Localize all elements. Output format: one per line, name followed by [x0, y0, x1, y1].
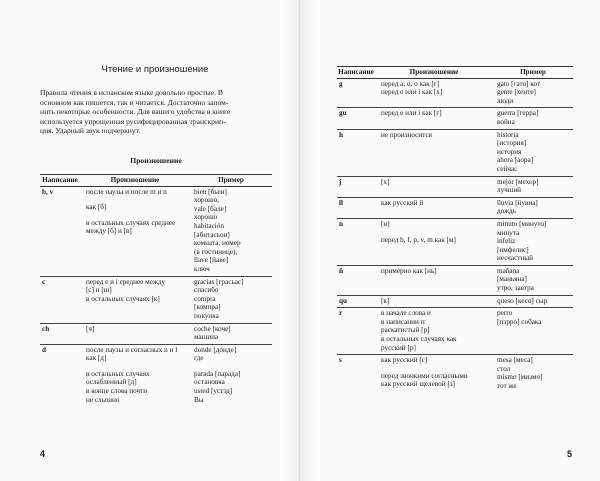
- column-header: Написание: [338, 68, 374, 76]
- pronunciation-line: в остальных случаях [к]: [86, 294, 160, 303]
- pronunciation-line: как [д]: [86, 354, 107, 363]
- pronunciation-cell: [375, 80, 493, 106]
- table-row: [40, 188, 272, 277]
- example-cell: [493, 220, 573, 263]
- column-header: Написание: [42, 176, 78, 184]
- pronunciation-line: примерно как [нь]: [381, 266, 437, 275]
- example-line: ключ: [194, 264, 210, 273]
- column-header: Пример: [218, 176, 244, 184]
- example-line: infeliz: [497, 237, 516, 246]
- example-line: donde [донде]: [194, 345, 237, 354]
- example-line: где: [194, 354, 204, 363]
- example-cell: [190, 278, 272, 321]
- page-number-right: 5: [566, 449, 572, 459]
- pronunciation-line: как русский й: [381, 198, 424, 207]
- pronunciation-line: раскатистый [р]: [381, 326, 430, 335]
- pronunciation-line: [н]: [381, 219, 390, 228]
- intro-line: основном как пишется, так и читается. Достаточно запом-: [40, 97, 229, 107]
- example-line: [компра]: [194, 303, 221, 312]
- letter-cell: gu: [339, 109, 347, 118]
- example-line: сейчас: [497, 164, 518, 173]
- letter-cell: n: [339, 219, 343, 228]
- pronunciation-cell: [80, 325, 190, 342]
- pronunciation-line: [ч]: [86, 324, 95, 333]
- table-row: [337, 80, 573, 109]
- example-cell: [190, 188, 272, 274]
- example-line: машина: [194, 333, 219, 342]
- pronunciation-cell: [375, 178, 493, 195]
- intro-line: Правила чтения в испанском языке довольно простые. В: [40, 88, 223, 97]
- example-line: минута: [497, 228, 520, 237]
- example-cell: [493, 131, 573, 174]
- pronunciation-table-left: [40, 174, 272, 406]
- pronunciation-line: перед e или i как [х]: [381, 88, 443, 97]
- example-line: perro: [497, 309, 513, 318]
- pronunciation-line: в остальных случаях: [86, 369, 150, 378]
- pronunciation-cell: [375, 220, 493, 263]
- example-line: несчастный: [497, 254, 533, 263]
- pronunciation-line: не произносится: [381, 130, 432, 139]
- column-header: Произношение: [409, 68, 459, 76]
- pronunciation-line: в начале слова и: [381, 309, 431, 318]
- example-cell: [190, 325, 272, 342]
- example-line: minuto [минуто]: [497, 219, 547, 228]
- table-row: [40, 278, 272, 324]
- letter-cell: g: [339, 79, 343, 88]
- example-cell: [493, 80, 573, 106]
- pronunciation-line: перед b, f, p, v, m как [м]: [381, 235, 456, 244]
- example-cell: [493, 199, 573, 216]
- table-row: [40, 346, 272, 407]
- pronunciation-line: между [б] и [в]: [86, 227, 132, 236]
- example-line: тот же: [497, 382, 517, 390]
- table-row: [337, 356, 573, 392]
- example-line: хорошо: [194, 213, 218, 222]
- pronunciation-line: перед звонкими согласными: [381, 371, 468, 380]
- example-line: (в гостинице),: [194, 247, 238, 256]
- example-line: gracias [грасьас]: [194, 277, 244, 286]
- letter-cell: s: [339, 356, 342, 365]
- table-title: Произношение: [130, 156, 182, 165]
- pronunciation-line: не слышно: [86, 395, 120, 404]
- letter-cell: c: [42, 277, 46, 286]
- pronunciation-line: [к]: [381, 296, 390, 305]
- example-line: Вы: [194, 395, 204, 404]
- table-row: [337, 109, 573, 129]
- example-cell: [190, 346, 272, 405]
- example-line: комната, номер: [194, 239, 241, 248]
- pronunciation-line: как русский [с]: [381, 356, 428, 365]
- example-line: ahora [аора]: [497, 156, 534, 165]
- letter-cell: h: [339, 130, 343, 139]
- letter-cell: d: [42, 345, 46, 354]
- left-page: [0, 0, 299, 481]
- pronunciation-line: перед e или i как [г]: [381, 109, 442, 118]
- example-line: [история]: [497, 139, 527, 148]
- pronunciation-line: после паузы и после m и n: [86, 187, 167, 196]
- pronunciation-line: как [б]: [86, 203, 107, 212]
- pronunciation-line: после паузы и согласных n и l: [86, 345, 178, 354]
- table-row: [337, 297, 573, 309]
- letter-cell: ch: [42, 324, 50, 333]
- column-header: Произношение: [110, 176, 160, 184]
- pronunciation-cell: [80, 278, 190, 321]
- example-cell: [493, 297, 573, 306]
- pronunciation-line: перед a, u, o как [г]: [381, 79, 440, 88]
- example-line: лучший: [497, 186, 522, 195]
- example-line: хорошо,: [194, 196, 220, 205]
- example-cell: [493, 356, 573, 390]
- table-header: [337, 66, 573, 79]
- pronunciation-table-right: [337, 66, 573, 393]
- example-line: parada [парада]: [194, 369, 241, 378]
- example-line: [пэрро] собака: [497, 317, 542, 326]
- example-line: bien [бьен]: [194, 187, 227, 196]
- right-page: [301, 0, 600, 481]
- pronunciation-line: как русский щелевой [з]: [381, 380, 456, 389]
- table-row: [337, 267, 573, 296]
- pronunciation-cell: [375, 131, 493, 174]
- example-cell: [493, 109, 573, 126]
- example-line: [маньяна]: [497, 275, 527, 284]
- intro-line: используется упрощенная русифицированная транскрип-: [40, 116, 226, 126]
- intro-paragraph: [40, 88, 272, 136]
- pronunciation-line: ослабленный [д]: [86, 378, 137, 387]
- pronunciation-line: в написании rr: [381, 317, 426, 326]
- pronunciation-cell: [375, 356, 493, 390]
- example-line: mañana: [497, 266, 520, 275]
- pronunciation-line: в остальных случаях среднее: [86, 218, 176, 227]
- pronunciation-cell: [80, 346, 190, 405]
- example-line: [имфелис]: [497, 245, 529, 254]
- example-line: compra: [194, 294, 216, 303]
- pronunciation-line: перед e и i среднее между: [86, 277, 166, 286]
- example-line: mismo [мизмо]: [497, 373, 543, 382]
- letter-cell: r: [339, 309, 343, 318]
- example-line: mesa [меса]: [497, 356, 533, 365]
- letter-cell: ll: [339, 198, 343, 207]
- letter-cell: ñ: [339, 266, 343, 275]
- table-row: [337, 309, 573, 355]
- example-line: [абитасьон]: [194, 230, 230, 239]
- example-line: lluvia [йувиа]: [497, 198, 538, 207]
- example-line: historia: [497, 130, 519, 139]
- table-row: [337, 220, 573, 266]
- letter-cell: b, v: [42, 187, 54, 196]
- pronunciation-cell: [375, 309, 493, 352]
- example-line: остановка: [194, 378, 225, 387]
- example-line: gente [хенте]: [497, 88, 536, 97]
- intro-line: ция. Ударный звук подчеркнут.: [40, 126, 141, 136]
- pronunciation-line: в конце слова почти: [86, 387, 148, 396]
- example-line: llave [йаве]: [194, 256, 229, 265]
- example-line: спасибо: [194, 286, 219, 295]
- example-line: mejor [мехор]: [497, 177, 539, 186]
- example-line: coche [коче]: [194, 324, 231, 333]
- table-row: [337, 131, 573, 177]
- pronunciation-cell: [80, 188, 190, 274]
- page-number-left: 4: [40, 449, 46, 459]
- column-header: Пример: [520, 68, 546, 76]
- table-row: [337, 178, 573, 198]
- example-cell: [493, 178, 573, 195]
- pronunciation-cell: [375, 297, 493, 306]
- pronunciation-cell: [375, 267, 493, 293]
- pronunciation-line: [с] и [ш]: [86, 286, 112, 295]
- intro-line: нить некоторые особенности. Для вашего удобства в книге: [40, 107, 231, 117]
- example-cell: [493, 309, 573, 352]
- example-line: queso [кесо] сыр: [497, 296, 548, 305]
- example-line: usted [устэд]: [194, 387, 233, 396]
- example-line: guerra [герра]: [497, 109, 539, 118]
- example-line: дождь: [497, 207, 516, 216]
- section-title: Чтение и произношение: [101, 64, 209, 75]
- example-line: история: [497, 147, 522, 156]
- pronunciation-line: в остальных случаях как: [381, 335, 457, 344]
- example-cell: [493, 267, 573, 293]
- example-line: стол: [497, 364, 511, 373]
- example-line: gato [гато] кот: [497, 79, 541, 88]
- letter-cell: qu: [339, 296, 347, 305]
- pronunciation-cell: [375, 199, 493, 216]
- example-line: покупка: [194, 311, 219, 320]
- table-row: [337, 199, 573, 219]
- example-line: утро, завтра: [497, 284, 534, 293]
- table-header: [40, 174, 272, 187]
- example-line: война: [497, 117, 515, 126]
- pronunciation-cell: [375, 109, 493, 126]
- letter-cell: j: [339, 177, 342, 186]
- example-line: habitación: [194, 221, 224, 230]
- example-line: люди: [497, 96, 514, 105]
- table-row: [40, 325, 272, 345]
- example-line: vale [бале]: [194, 204, 227, 213]
- pronunciation-line: русский [р]: [381, 343, 416, 352]
- pronunciation-line: [х]: [381, 177, 390, 186]
